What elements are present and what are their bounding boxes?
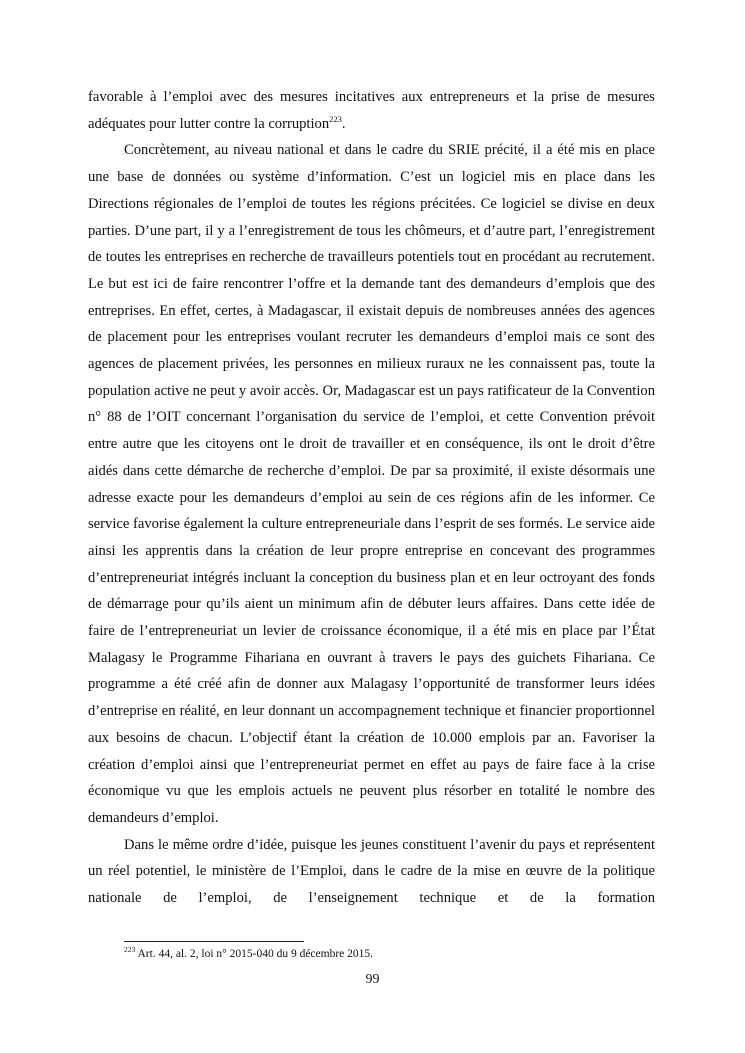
paragraph-2: Concrètement, au niveau national et dans le cadre du SRIE précité, il a été mis en place une base de données ou système d’information. C’est un logiciel mis en place dans les Directions régionales de l’emploi de toutes les régions précitées. Ce logiciel se divise en deux parties. D’une part, il y a l’enregistrement de tous les chômeurs, et d’autre part, l’enregistrement de toutes les entreprises en recherche de travailleurs potentiels tout en procédant au recrutement. Le but est ici de faire rencontrer l’offre et la demande tant des demandeurs d’emplois que des entreprises. En effet, certes, à Madagascar, il existait depuis de nombreuses années des agences de placement pour les entreprises voulant recruter les demandeurs d’emploi mais ce sont des agences de placement privées, les personnes en milieux ruraux ne les connaissent pas, toute la population active ne peut y avoir accès. Or, Madagascar est un pays ratificateur de la Convention n° 88 de l’OIT concernant l’organisation du service de l’emploi, et cette Convention prévoit entre autre que les citoyens ont le droit de travailler et en conséquence, ils ont le droit d’être aidés dans cette démarche de recherche d’emploi. De par sa proximité, il existe désormais une adresse exacte pour les demandeurs d’emploi au sein de ces régions afin de les informer. Ce service favorise également la culture entrepreneuriale dans l’esprit de ses formés. Le service aide ainsi les apprentis dans la création de leur propre entreprise en concevant des programmes d’entrepreneuriat intégrés incluant la conception du business plan et en leur octroyant des fonds de démarrage pour qu’ils aient un minimum afin de débuter leurs affaires. Dans cette idée de faire de l’entrepreneuriat un levier de croissance économique, il a été mis en place par l’État Malagasy le Programme Fihariana en ouvrant à travers le pays des guichets Fihariana. Ce programme a été créé afin de donner aux Malagasy l’opportunité de transformer leurs idées d’entreprise en réalité, en leur donnant un accompagnement technique et financier proportionnel aux besoins de chacun. L’objectif étant la création de 10.000 emplois par an. Favoriser la création d’emploi ainsi que l’entrepreneuriat permet en effet au pays de faire face à la crise économique vu que les emplois actuels ne peuvent plus résorber en totalité le nombre des demandeurs d’emploi. <box>88 142 655 826</box>
footnote <box>124 946 373 962</box>
paragraph-3: Dans le même ordre d’idée, puisque les jeunes constituent l’avenir du pays et représentent un réel potentiel, le ministère de l’Emploi, dans le cadre de la mise en œuvre de la politique nationale de l’emploi, de l’enseignement technique et de la formation <box>88 836 655 907</box>
paragraph-1-tail: . <box>341 115 346 132</box>
paragraph-1 <box>88 84 655 137</box>
page-number: 99 <box>365 972 380 987</box>
footnote-separator <box>124 941 304 942</box>
paragraph-1-text: favorable à l’emploi avec des mesures incitatives aux entrepreneurs et la prise de mesures adéquates pour lutter contre la corruption <box>88 89 655 132</box>
body-text <box>88 84 655 912</box>
footnote-number: 223 <box>124 945 136 955</box>
footnote-text: Art. 44, al. 2, loi n° 2015-040 du 9 décembre 2015. <box>135 948 374 960</box>
footnote-reference[interactable]: 223 <box>329 113 342 124</box>
